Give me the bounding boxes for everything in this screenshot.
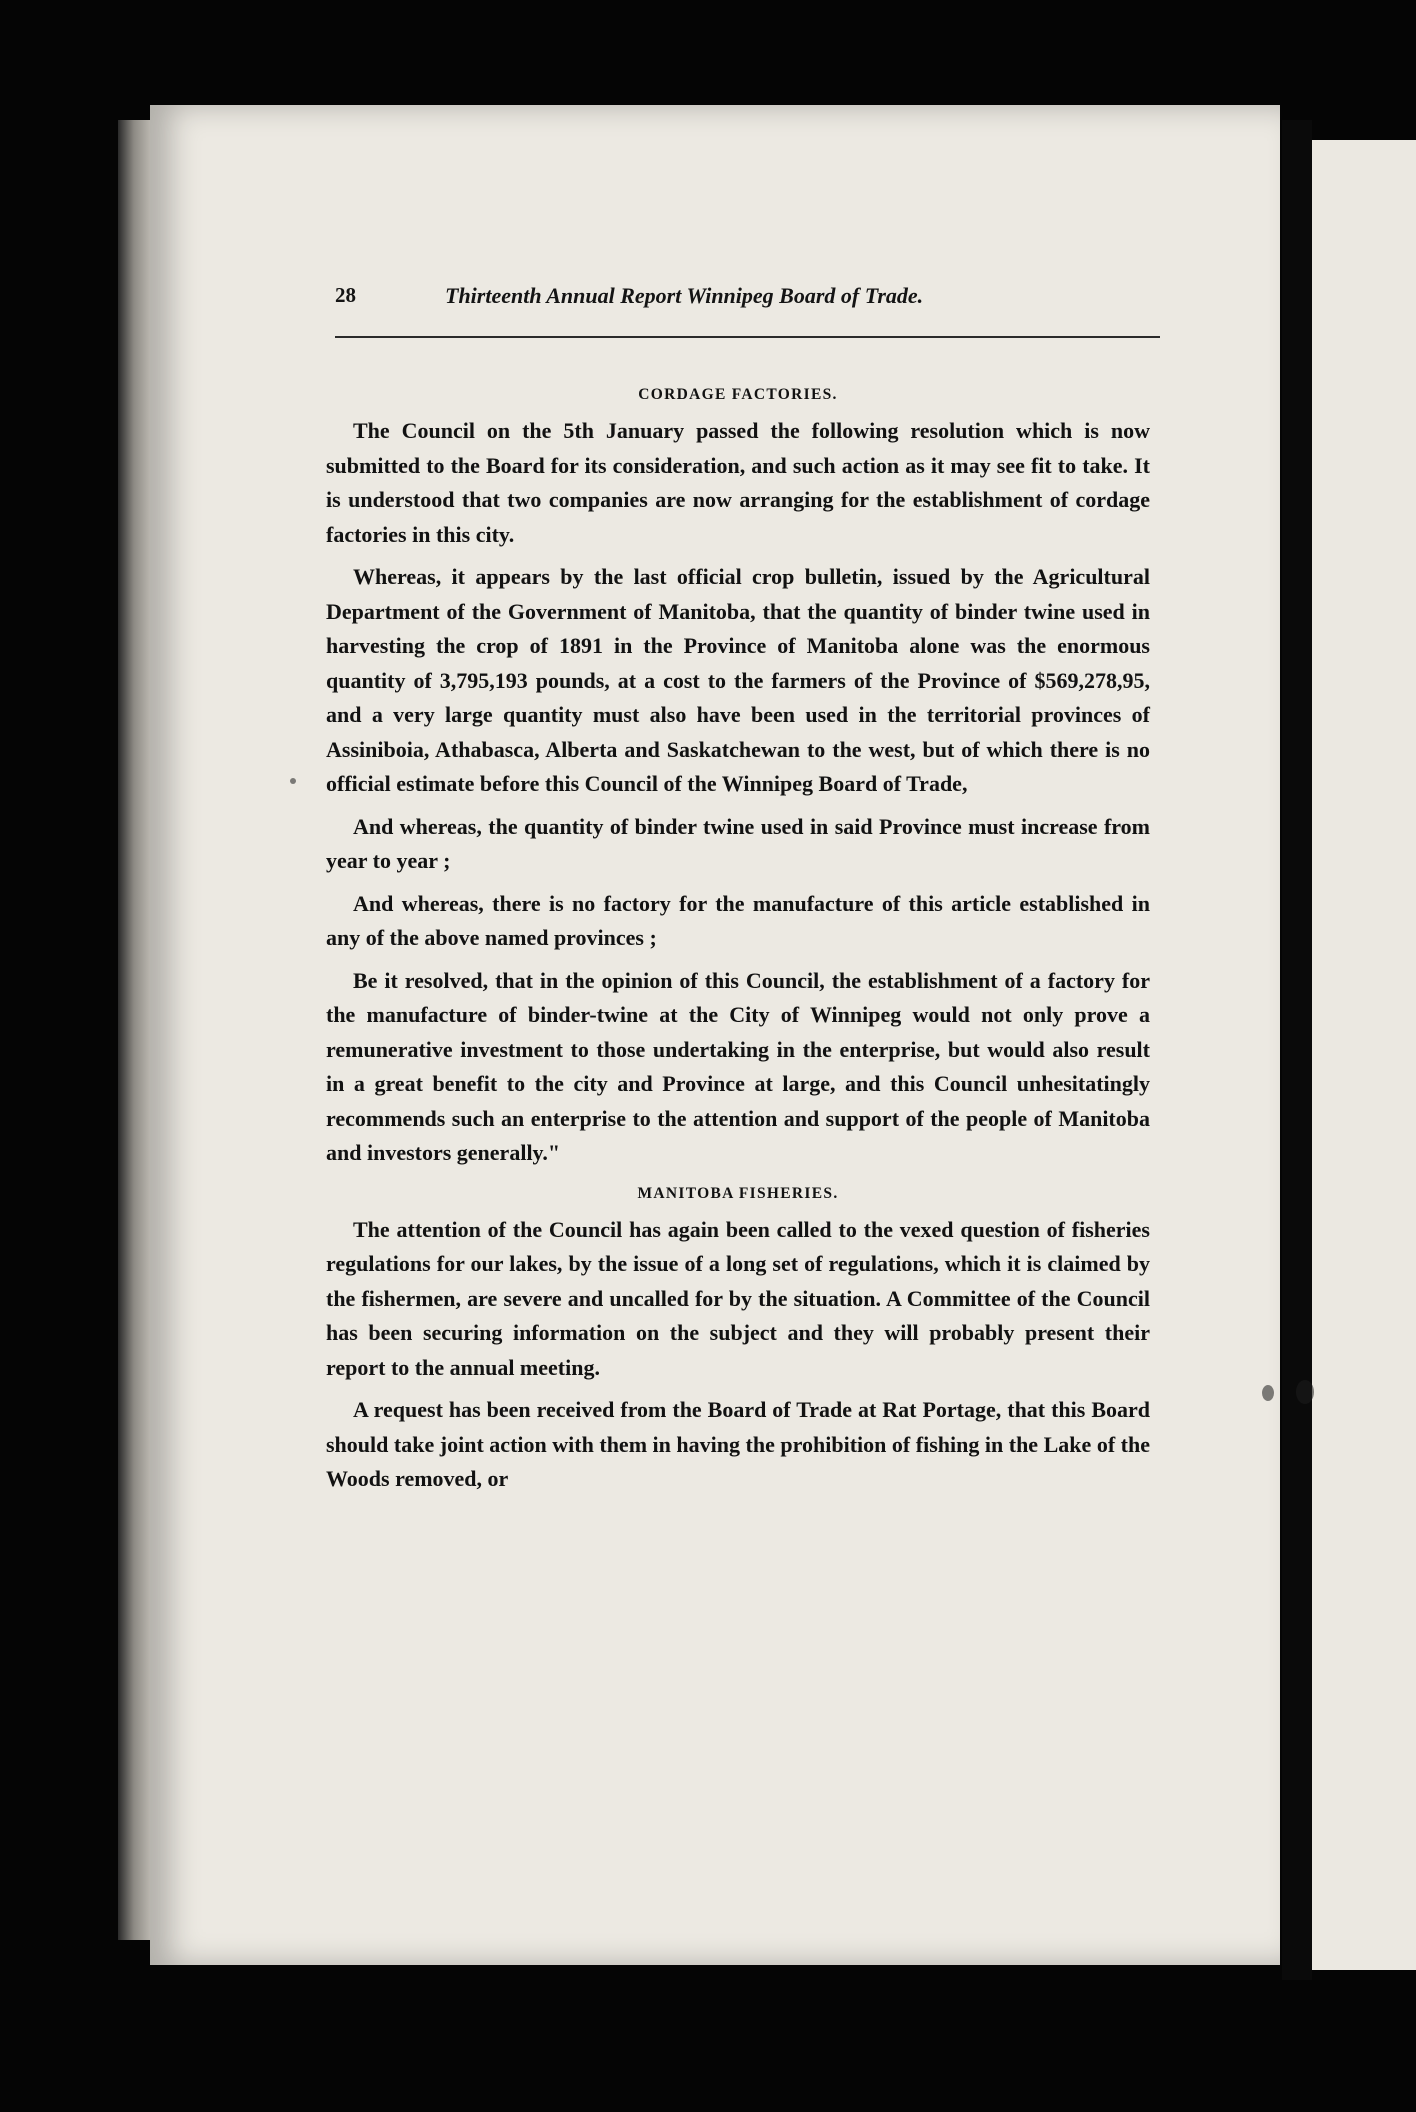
page-number: 28 <box>335 283 356 307</box>
section-heading-fisheries: MANITOBA FISHERIES. <box>637 1184 839 1202</box>
adjacent-page-edge <box>1312 140 1416 1970</box>
paragraph: The Council on the 5th January passed the following resolution which is now submitted to the Board for its consideration, and such action as it may see fit to take. It is understood that two companies are now arranging for the establishment of cordage factories in this city. <box>326 418 1150 547</box>
paragraph: Be it resolved, that in the opinion of this Council, the establishment of a factory for the manufacture of binder-twine at the City of Winnipeg would not only prove a remunerative investment to those undertaking in the enterprise, but would also result in a great benefit to the city and Province at large, and this Council unhesitatingly recommends such an enterprise to the attention and support of the people of Manitoba and investors generally." <box>326 967 1150 1165</box>
page-body <box>326 380 1150 1505</box>
section-heading-cordage: CORDAGE FACTORIES. <box>638 386 838 403</box>
page-edge-shadow <box>1282 120 1312 1980</box>
page-header <box>335 283 1175 323</box>
ink-spot <box>1296 1380 1314 1404</box>
paragraph: The attention of the Council has again been called to the vexed question of fisheries regulations for our lakes, by the issue of a long set of regulations, which it is claimed by the fishermen, are severe and uncalled for by the situation. A Committee of the Council has been securing information on the subject and they will probably present their report to the annual meeting. <box>326 1216 1150 1380</box>
paragraph: A request has been received from the Board of Trade at Rat Portage, that this Board should take joint action with them in having the prohibition of fishing in the Lake of the Woods removed, or <box>326 1397 1150 1491</box>
ink-spot <box>1262 1385 1274 1401</box>
running-title: Thirteenth Annual Report Winnipeg Board of Trade. <box>445 283 924 308</box>
paragraph: And whereas, the quantity of binder twine used in said Province must increase from year to year ; <box>326 813 1150 873</box>
header-rule <box>335 336 1160 338</box>
ink-spot <box>290 778 296 784</box>
paragraph: Whereas, it appears by the last official crop bulletin, issued by the Agricultural Department of the Government of Manitoba, that the quantity of binder twine used in harvesting the crop of 1891 in the Province of Manitoba alone was the enormous quantity of 3,795,193 pounds, at a cost to the farmers of the Province of $569,278,95, and a very large quantity must also have been used in the territorial provinces of Assiniboia, Athabasca, Alberta and Saskatchewan to the west, but of which there is no official estimate before this Council of the Winnipeg Board of Trade, <box>326 564 1150 796</box>
paragraph: And whereas, there is no factory for the manufacture of this article established in any of the above named provinces ; <box>326 890 1150 950</box>
